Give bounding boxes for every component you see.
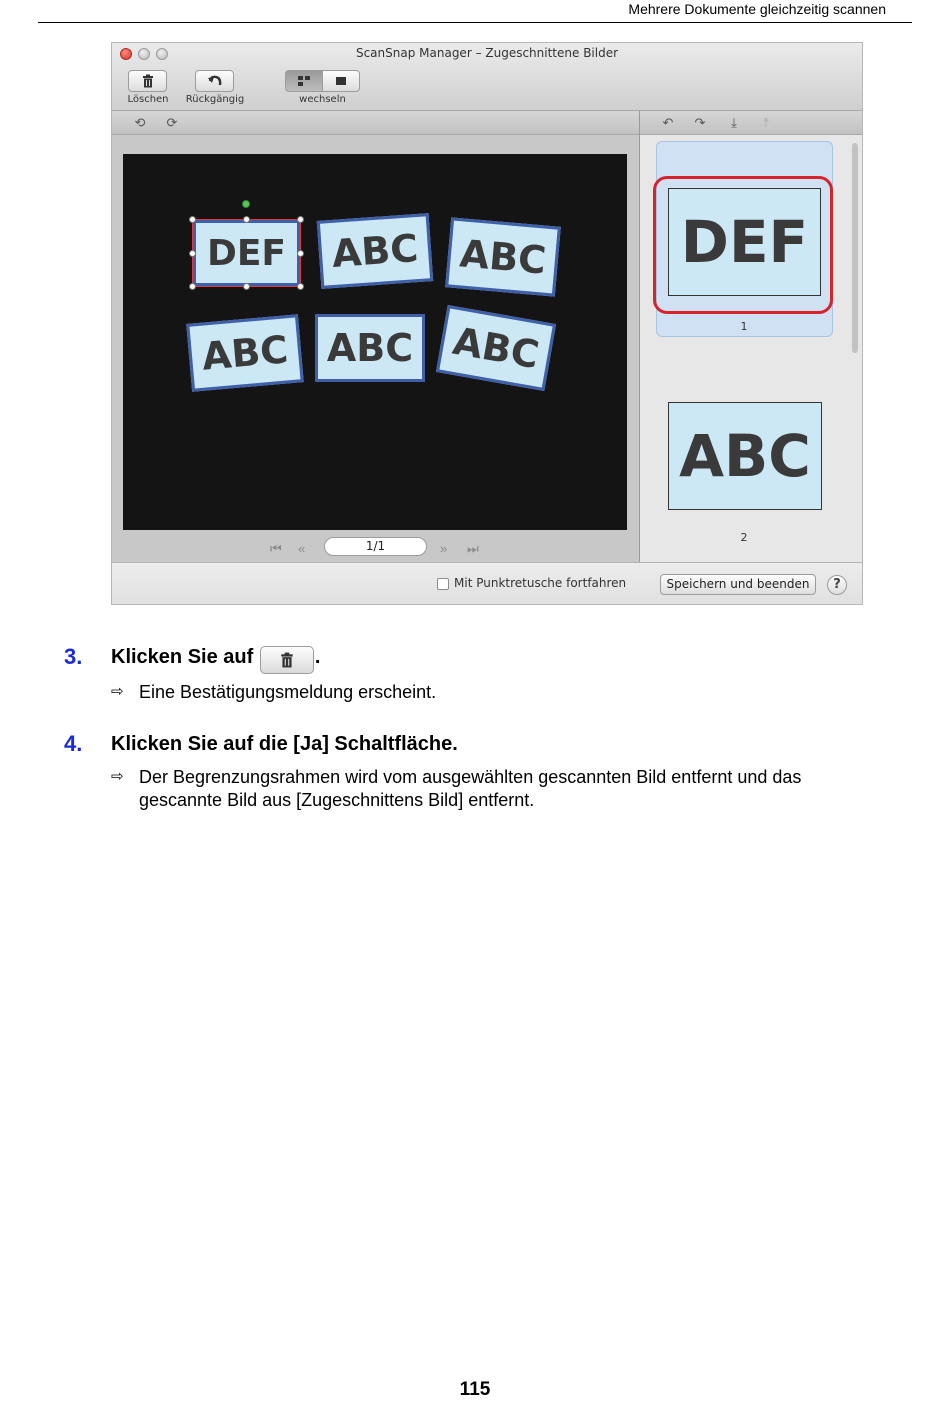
undo-button[interactable] bbox=[195, 70, 234, 92]
rotation-handle[interactable] bbox=[242, 200, 250, 208]
app-window bbox=[111, 42, 863, 605]
window-title: ScanSnap Manager – Zugeschnittene Bilder bbox=[355, 46, 619, 60]
cropped-card-selected[interactable]: DEF bbox=[193, 220, 300, 286]
cropped-card[interactable]: ABC bbox=[436, 305, 556, 391]
first-page-icon[interactable]: ⏮ bbox=[270, 541, 282, 556]
step-text bbox=[111, 644, 320, 674]
last-page-icon[interactable]: ⏭ bbox=[467, 541, 479, 556]
next-page-icon[interactable]: » bbox=[440, 541, 448, 556]
step-result: Eine Bestätigungsmeldung erscheint. bbox=[139, 682, 437, 702]
result-arrow-icon: ⇨ bbox=[111, 683, 124, 700]
resize-handle[interactable] bbox=[189, 216, 196, 223]
bottom-bar bbox=[112, 562, 862, 605]
cropped-card[interactable]: ABC bbox=[445, 217, 561, 296]
thumbnail-toolbar bbox=[640, 111, 863, 135]
view-switch[interactable] bbox=[285, 70, 360, 92]
image-toolbar bbox=[112, 111, 639, 135]
rotate-right-icon[interactable]: ⟳ bbox=[166, 115, 178, 130]
cropped-card[interactable]: ABC bbox=[317, 213, 433, 289]
step-text-after: . bbox=[314, 646, 321, 668]
delete-label: Löschen bbox=[127, 94, 169, 105]
view-single-button[interactable] bbox=[323, 70, 360, 92]
thumbnail-number: 1 bbox=[740, 320, 748, 333]
switch-label: wechseln bbox=[299, 94, 346, 105]
spot-retouch-label[interactable]: Mit Punktretusche fortfahren bbox=[454, 576, 627, 590]
selection-frame[interactable] bbox=[192, 219, 301, 287]
trash-icon bbox=[141, 74, 155, 88]
step-result: Der Begrenzungsrahmen wird vom ausgewählten gescannten Bild entfernt und das gescannte Bild aus [Zugeschnittens Bild] entfernt. bbox=[139, 767, 802, 810]
resize-handle[interactable] bbox=[297, 216, 304, 223]
delete-button-inline bbox=[260, 646, 314, 674]
previous-page-icon[interactable]: « bbox=[298, 541, 306, 556]
step-number: 3. bbox=[64, 644, 83, 669]
thumbnail-image[interactable]: DEF bbox=[668, 188, 821, 296]
resize-handle[interactable] bbox=[297, 250, 304, 257]
undo-icon bbox=[207, 74, 223, 88]
multi-view-icon bbox=[297, 75, 311, 87]
move-to-top-icon[interactable]: ⤓ bbox=[731, 115, 737, 130]
rotate-left-icon[interactable]: ⟲ bbox=[134, 115, 146, 130]
thumbnail-scrollbar[interactable] bbox=[852, 143, 858, 353]
single-view-icon bbox=[335, 76, 347, 86]
result-arrow-icon: ⇨ bbox=[111, 768, 124, 785]
resize-handle[interactable] bbox=[243, 283, 250, 290]
step-text: Klicken Sie auf die [Ja] Schaltfläche. bbox=[111, 733, 458, 755]
rotate-cw-icon[interactable]: ↷ bbox=[694, 115, 706, 130]
view-multi-button[interactable] bbox=[285, 70, 323, 92]
move-up-icon[interactable]: ⤒ bbox=[763, 115, 769, 130]
preview-pane bbox=[112, 135, 639, 562]
resize-handle[interactable] bbox=[189, 283, 196, 290]
spot-retouch-checkbox[interactable] bbox=[437, 578, 449, 590]
header-rule bbox=[38, 22, 912, 23]
thumbnail-image[interactable]: ABC bbox=[668, 402, 822, 510]
scan-canvas[interactable] bbox=[123, 154, 627, 530]
step-number: 4. bbox=[64, 731, 83, 756]
page-indicator[interactable]: 1/1 bbox=[324, 537, 427, 556]
running-header: Mehrere Dokumente gleichzeitig scannen bbox=[628, 1, 886, 17]
thumbnail-pane bbox=[640, 135, 863, 562]
undo-label: Rückgängig bbox=[185, 94, 245, 105]
resize-handle[interactable] bbox=[243, 216, 250, 223]
cropped-card[interactable]: ABC bbox=[186, 314, 304, 392]
trash-icon bbox=[279, 652, 295, 668]
resize-handle[interactable] bbox=[297, 283, 304, 290]
rotate-ccw-icon[interactable]: ↶ bbox=[662, 115, 674, 130]
resize-handle[interactable] bbox=[189, 250, 196, 257]
thumbnail-number: 2 bbox=[740, 531, 748, 544]
title-bar bbox=[112, 43, 862, 111]
help-button[interactable]: ? bbox=[827, 575, 847, 595]
page-number: 115 bbox=[459, 1379, 491, 1400]
cropped-card[interactable]: ABC bbox=[315, 314, 425, 382]
step-text-before: Klicken Sie auf bbox=[111, 646, 254, 668]
save-and-exit-button[interactable]: Speichern und beenden bbox=[660, 574, 816, 595]
delete-button[interactable] bbox=[128, 70, 167, 92]
